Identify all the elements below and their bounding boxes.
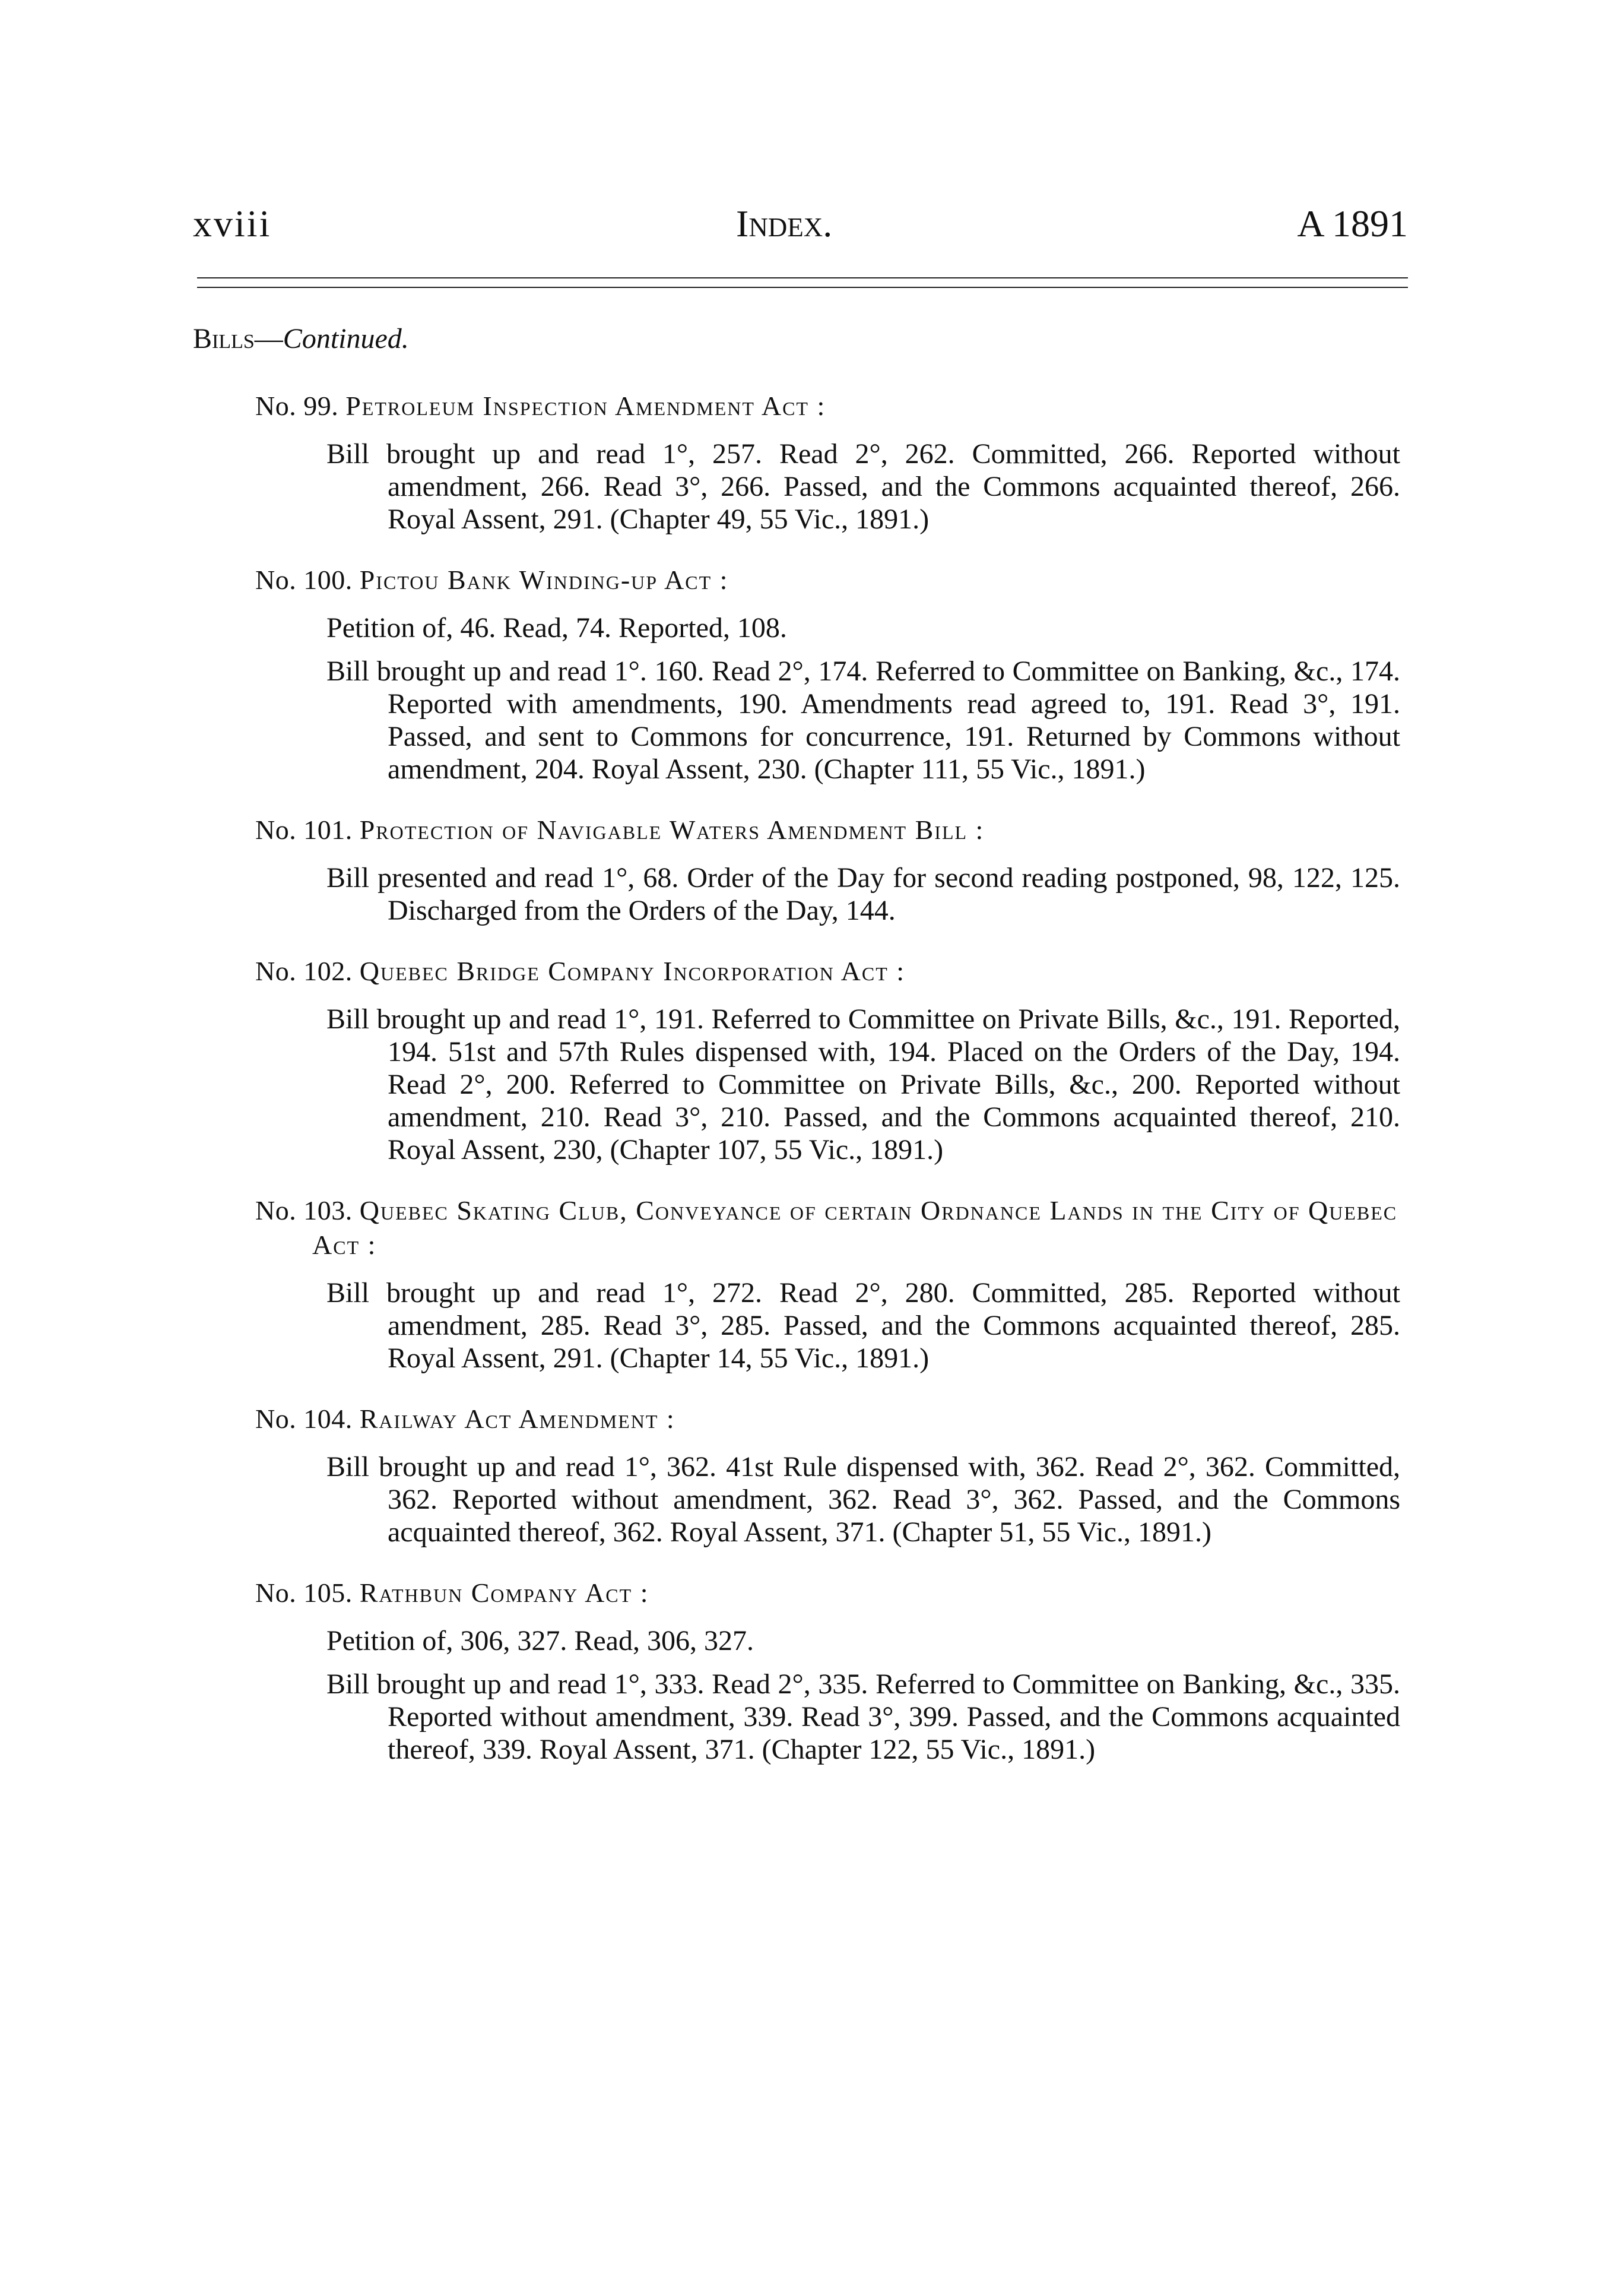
bill-title-line [255,389,1400,423]
bill-title: Railway Act Amendment : [359,1404,675,1434]
bill-title: Quebec Skating Club, Conveyance of certain Ordnance Lands in the City of Quebec Act : [312,1195,1398,1260]
bill-number: No. 105. [255,1578,353,1608]
bill-entry [255,389,1400,536]
page-title: Index. [736,202,833,245]
bill-proceedings: Bill brought up and read 1°. 160. Read 2°, 174. Referred to Committee on Banking, &c., 174. Reported with amendments, 190. Amendments read agreed to, 191. Read 3°, 191. Passed, and sent to Commons for concurrence, 191. Returned by Commons without amendment, 204. Royal Assent, 230. (Chapter 111, 55 Vic., 1891.) [326,655,1400,785]
bill-number: No. 103. [255,1195,353,1225]
document-year: A 1891 [1297,202,1408,245]
bill-title-line [255,563,1400,597]
bill-title-line [255,813,1400,847]
bill-entry [255,1402,1400,1548]
header-rule-top [197,277,1408,278]
section-continued: Continued. [283,323,409,354]
header-rule-bottom [197,287,1408,288]
bill-title: Petroleum Inspection Amendment Act : [345,391,826,421]
bill-title: Quebec Bridge Company Incorporation Act : [359,956,906,986]
bill-proceedings: Petition of, 306, 327. Read, 306, 327. [326,1625,754,1657]
bill-number: No. 101. [255,815,353,845]
bill-number: No. 100. [255,565,353,595]
bill-proceedings: Bill brought up and read 1°, 257. Read 2°, 262. Committed, 266. Reported without amendment, 266. Read 3°, 266. Passed, and the Commons acquainted thereof, 266. Royal Assent, 291. (Chapter 49, 55 Vic., 1891.) [326,438,1400,535]
bill-number: No. 99. [255,391,339,421]
bill-entry [255,1193,1400,1375]
bill-entry [255,954,1400,1166]
bill-proceedings: Petition of, 46. Read, 74. Reported, 108. [326,612,787,644]
bill-number: No. 102. [255,956,353,986]
bill-title-line [255,1576,1400,1610]
bill-proceedings: Bill brought up and read 1°, 362. 41st Rule dispensed with, 362. Read 2°, 362. Committed, 362. Reported without amendment, 362. Read 3°, 362. Passed, and the Commons acquainted thereof, 362. Royal Assent, 371. (Chapter 51, 55 Vic., 1891.) [326,1451,1400,1548]
section-heading [193,325,409,353]
bill-number: No. 104. [255,1404,353,1434]
bill-proceedings: Bill presented and read 1°, 68. Order of the Day for second reading postponed, 98, 122, 125. Discharged from the Orders of the Day, 144. [326,862,1400,926]
bill-entry [255,813,1400,927]
bill-title-line [255,1402,1400,1436]
bill-proceedings: Bill brought up and read 1°, 191. Referred to Committee on Private Bills, &c., 191. Reported, 194. 51st and 57th Rules dispensed with, 194. Placed on the Orders of the Day, 194. Read 2°, 200. Referred to Committee on Private Bills, &c., 200. Reported without amendment, 210. Read 3°, 210. Passed, and the Commons acquainted thereof, 210. Royal Assent, 230, (Chapter 107, 55 Vic., 1891.) [326,1003,1400,1166]
section-name: Bills— [193,323,283,354]
bill-title-line [255,1193,1400,1262]
bill-title: Pictou Bank Winding-up Act : [359,565,729,595]
bill-title-line [255,954,1400,989]
bill-title: Protection of Navigable Waters Amendment Bill : [359,815,985,845]
bill-entry [255,563,1400,786]
bill-title: Rathbun Company Act : [359,1578,649,1608]
page-number: xviii [193,202,272,245]
index-entries [255,389,1400,1793]
bill-proceedings: Bill brought up and read 1°, 333. Read 2°, 335. Referred to Committee on Banking, &c., 335. Reported without amendment, 339. Read 3°, 399. Passed, and the Commons acquainted thereof, 339. Royal Assent, 371. (Chapter 122, 55 Vic., 1891.) [326,1668,1400,1765]
bill-proceedings: Bill brought up and read 1°, 272. Read 2°, 280. Committed, 285. Reported without amendment, 285. Read 3°, 285. Passed, and the Commons acquainted thereof, 285. Royal Assent, 291. (Chapter 14, 55 Vic., 1891.) [326,1277,1400,1374]
bill-entry [255,1576,1400,1766]
